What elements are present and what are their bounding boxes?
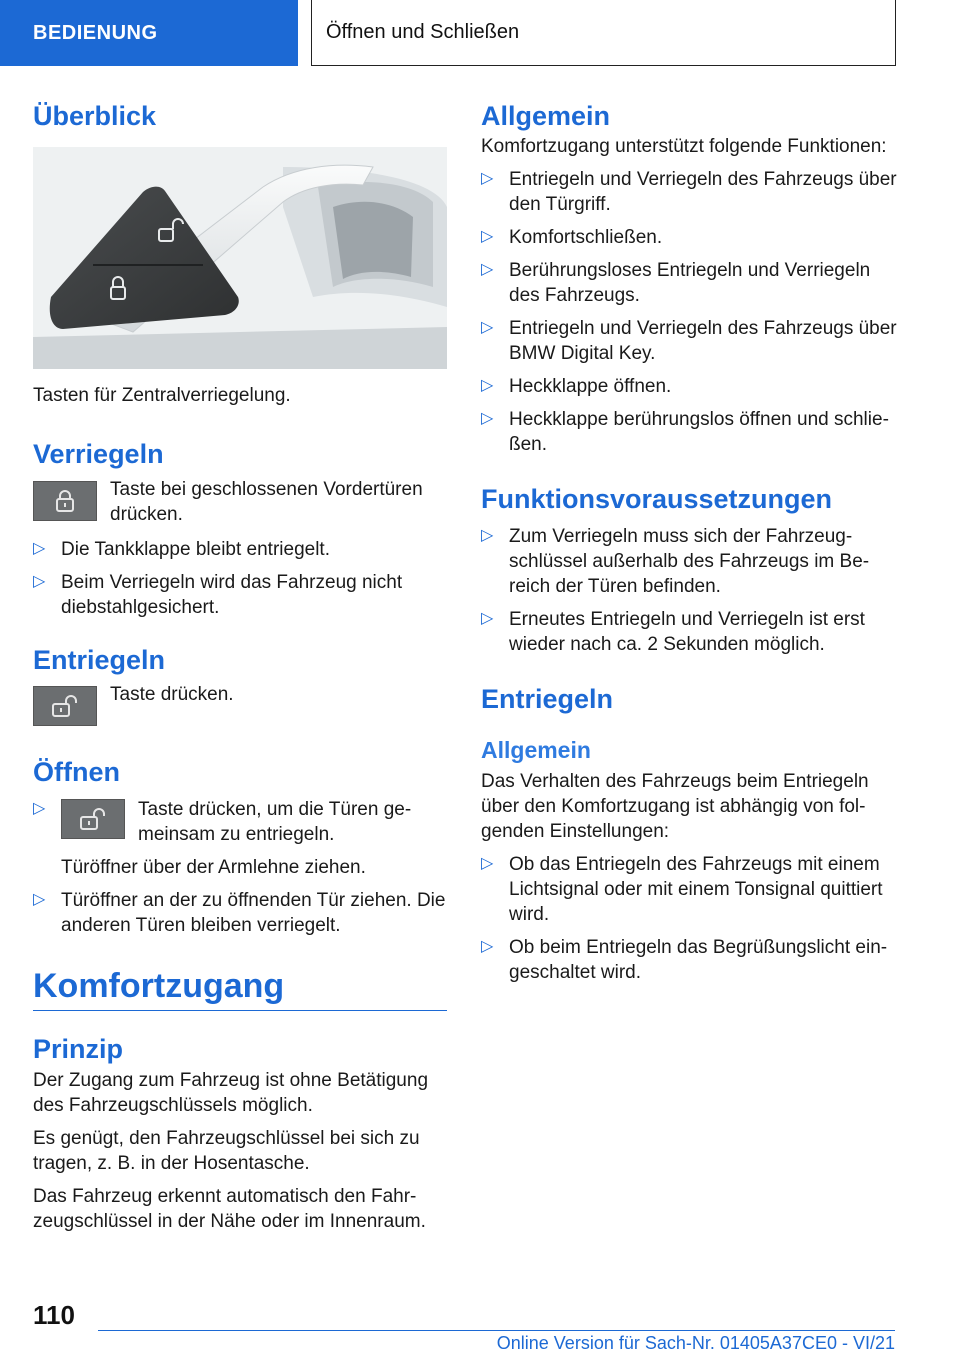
heading-komfortzugang: Komfortzugang — [33, 966, 285, 1005]
page-number: 110 — [33, 1300, 75, 1330]
triangle-bullet-icon: ▷ — [481, 261, 494, 279]
oeffnen-list — [33, 797, 447, 938]
list-item: ▷ Heckklappe öffnen. — [481, 376, 672, 398]
triangle-bullet-icon: ▷ — [481, 854, 494, 872]
allgemein-list — [481, 167, 901, 457]
entriegeln-row — [33, 682, 447, 726]
unlock-button-icon — [61, 799, 125, 839]
heading-entriegeln: Entriegeln — [33, 644, 166, 675]
list-item: ▷ Komfortschließen. — [481, 227, 663, 249]
footer-version: Online Version für Sach-Nr. 01405A37CE0 - VI/21 — [496, 1333, 895, 1353]
triangle-bullet-icon: ▷ — [33, 890, 46, 908]
triangle-bullet-icon: ▷ — [481, 377, 494, 395]
triangle-bullet-icon: ▷ — [481, 170, 494, 188]
section-tab: BEDIENUNG — [0, 0, 298, 66]
list-item: ▷ Ob das Entriegeln des Fahrzeugs mit einem Lichtsignal oder mit einem Tonsignal quittiert wird. — [481, 853, 883, 925]
entriegeln-list — [481, 852, 901, 985]
prinzip-paragraph: Das Fahrzeug erkennt automatisch den Fahrzeugschlüssel in der Nähe oder im Innenraum. — [33, 1185, 426, 1232]
heading-entriegeln-right: Entriegeln — [481, 683, 614, 714]
triangle-bullet-icon: ▷ — [481, 526, 494, 544]
triangle-bullet-icon: ▷ — [481, 319, 494, 337]
heading-funktionsvoraussetzungen: Funktionsvoraussetzungen — [481, 484, 833, 515]
photo-caption: Tasten für Zentralverriegelung. — [33, 385, 291, 407]
list-item: ▷ Entriegeln und Verriegeln des Fahrzeugs über BMW Digital Key. — [481, 318, 897, 365]
verriegeln-list — [33, 537, 447, 620]
prinzip-paragraph: Der Zugang zum Fahrzeug ist ohne Betätigung des Fahrzeugschlüssels möglich. — [33, 1069, 429, 1116]
voraussetzungen-list — [481, 524, 901, 657]
list-item: ▷ Türöffner an der zu öffnenden Tür ziehen. Die anderen Türen bleiben verriegelt. — [33, 889, 446, 936]
triangle-bullet-icon: ▷ — [481, 410, 494, 428]
heading-allgemein-sub: Allgemein — [481, 737, 591, 764]
triangle-bullet-icon: ▷ — [33, 572, 46, 590]
triangle-bullet-icon: ▷ — [33, 799, 46, 817]
entriegeln-paragraph: Das Verhalten des Fahrzeugs beim Entriegeln über den Komfortzugang ist abhängig von folgenden Einstellungen: — [481, 770, 869, 842]
door-handle-illustration — [33, 147, 447, 369]
heading-allgemein: Allgemein — [481, 101, 611, 131]
list-item: ▷ Entriegeln und Verriegeln des Fahrzeugs über den Türgriff. — [481, 169, 897, 216]
heading-prinzip: Prinzip — [33, 1034, 124, 1065]
komfort-heading-rule — [33, 966, 447, 1012]
oeffnen-item1-sub: Türöffner über der Armlehne ziehen. — [61, 856, 366, 878]
page-header — [0, 0, 960, 68]
list-item: ▷ Erneutes Entriegeln und Verriegeln ist erst wieder nach ca. 2 Sekunden möglich. — [481, 608, 865, 655]
heading-oeffnen: Öffnen — [33, 757, 120, 788]
list-item: ▷ Beim Verriegeln wird das Fahrzeug nicht diebstahlgesichert. — [33, 571, 403, 618]
triangle-bullet-icon: ▷ — [481, 937, 494, 955]
entriegeln-text: Taste drücken. — [110, 684, 234, 706]
right-column — [481, 100, 901, 985]
left-column — [33, 100, 447, 1234]
door-handle-photo — [33, 147, 447, 369]
heading-ueberblick: Überblick — [33, 101, 157, 131]
list-item: ▷ Berührungsloses Entriegeln und Verriegeln des Fahrzeugs. — [481, 260, 871, 307]
triangle-bullet-icon: ▷ — [481, 228, 494, 246]
list-item: ▷ Ob beim Entriegeln das Begrüßungslicht eingeschaltet wird. — [481, 936, 888, 983]
heading-verriegeln: Verriegeln — [33, 439, 164, 470]
lock-open-icon — [79, 807, 107, 831]
footer-rule — [98, 1330, 895, 1331]
verriegeln-row — [33, 477, 447, 527]
lock-closed-icon — [54, 489, 76, 513]
list-item: ▷ Die Tankklappe bleibt entriegelt. — [33, 538, 330, 560]
list-item: ▷ Heckklappe berührungslos öffnen und schließen. — [481, 409, 889, 456]
lock-open-icon — [51, 694, 79, 718]
lock-button-icon — [33, 481, 97, 521]
prinzip-paragraph: Es genügt, den Fahrzeugschlüssel bei sich zu tragen, z. B. in der Hosentasche. — [33, 1127, 420, 1174]
list-item — [33, 797, 447, 880]
triangle-bullet-icon: ▷ — [33, 539, 46, 557]
oeffnen-item1-text: Taste drücken, um die Türen gemeinsam zu entriegeln. — [138, 798, 412, 845]
verriegeln-text: Taste bei geschlossenen Vordertüren drücken. — [110, 478, 423, 525]
allgemein-intro: Komfortzugang unterstützt folgende Funktionen: — [481, 136, 887, 158]
triangle-bullet-icon: ▷ — [481, 609, 494, 627]
chapter-title: Öffnen und Schließen — [311, 0, 896, 66]
unlock-button-icon — [33, 686, 97, 726]
list-item: ▷ Zum Verriegeln muss sich der Fahrzeugschlüssel außerhalb des Fahrzeugs im Bereich der Türen befinden. — [481, 525, 870, 597]
